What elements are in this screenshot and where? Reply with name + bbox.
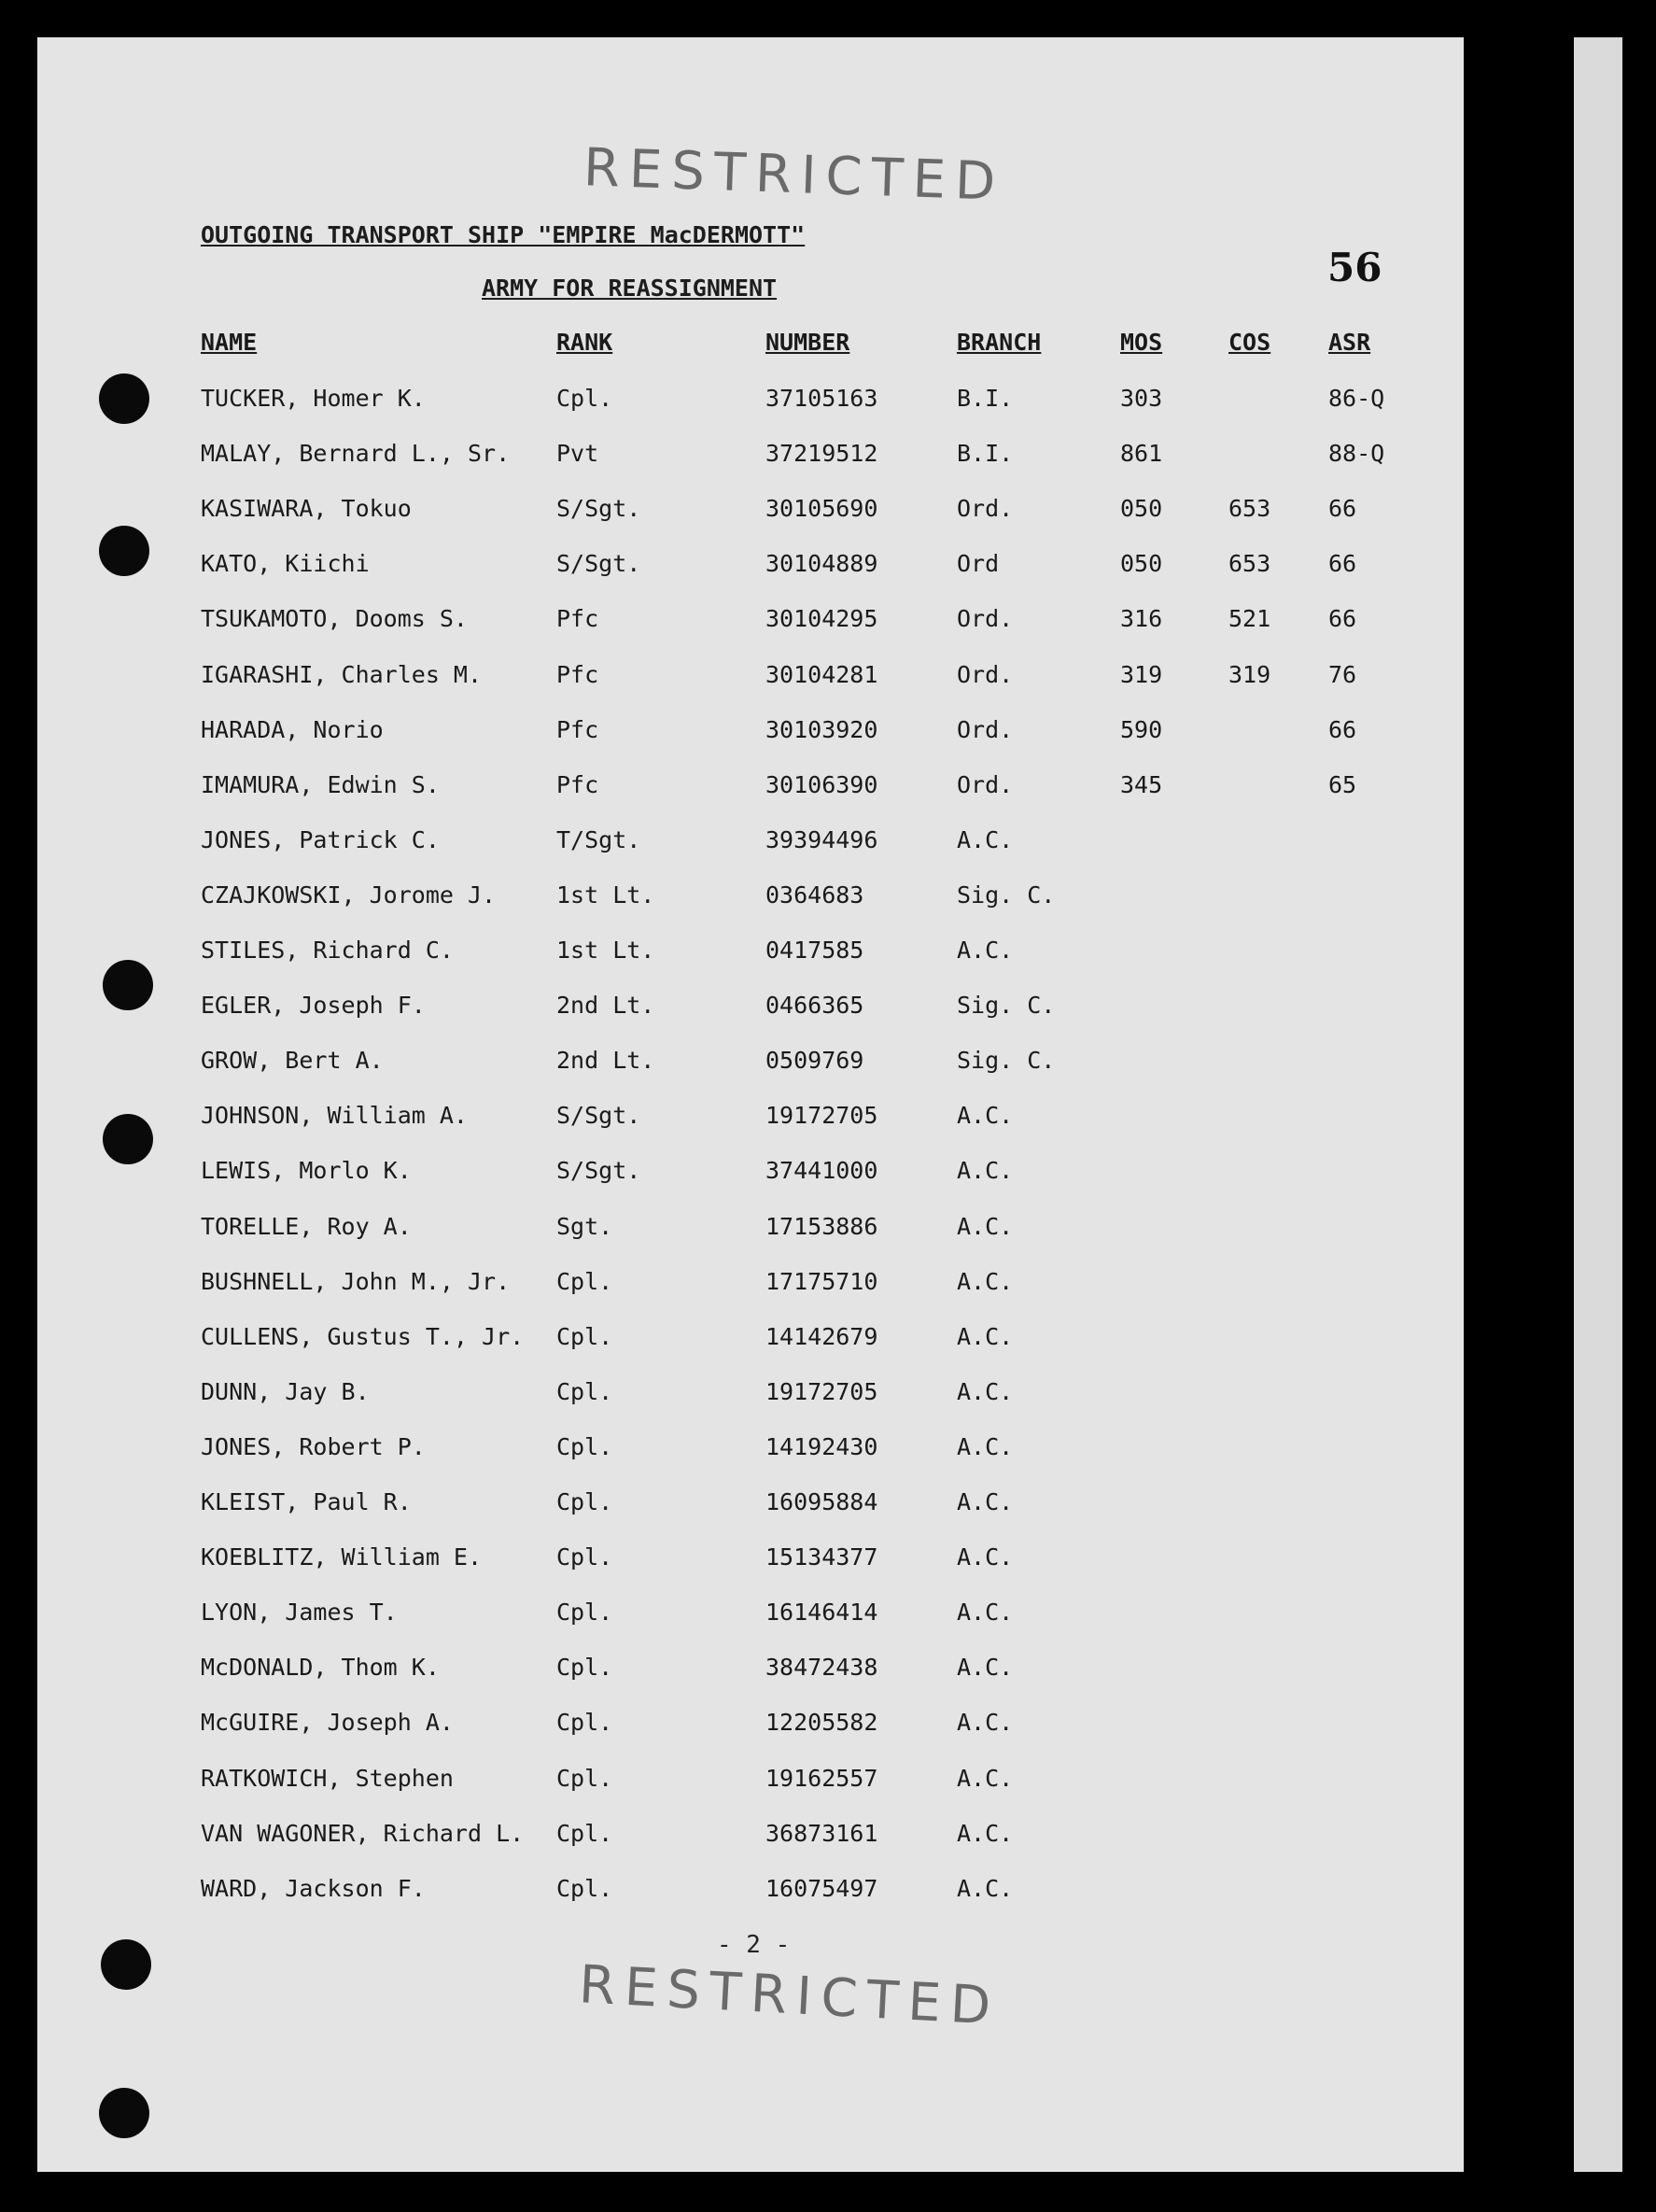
cell-name: TORELLE, Roy A. [201, 1213, 412, 1240]
cell-rank: S/Sgt. [556, 1157, 641, 1184]
column-header-cos: COS [1228, 329, 1271, 356]
restricted-stamp-bottom: RESTRICTED [577, 1954, 1002, 2037]
cell-name: McGUIRE, Joseph A. [201, 1709, 454, 1736]
cell-rank: Cpl. [556, 1654, 613, 1681]
table-row [37, 826, 1464, 864]
cell-number: 17153886 [765, 1213, 878, 1240]
table-row [37, 716, 1464, 754]
table-row [37, 1654, 1464, 1691]
cell-branch: Ord. [957, 716, 1014, 743]
table-row [37, 1709, 1464, 1746]
table-row [37, 1765, 1464, 1802]
cell-asr: 66 [1328, 605, 1357, 632]
cell-number: 37105163 [765, 385, 878, 412]
cell-name: KOEBLITZ, William E. [201, 1543, 483, 1571]
cell-mos: 303 [1120, 385, 1163, 412]
cell-rank: 2nd Lt. [556, 1047, 655, 1074]
cell-branch: Sig. C. [957, 881, 1056, 909]
cell-number: 14142679 [765, 1323, 878, 1350]
table-row [37, 1433, 1464, 1471]
cell-name: GROW, Bert A. [201, 1047, 384, 1074]
cell-mos: 345 [1120, 771, 1163, 798]
cell-rank: Cpl. [556, 1599, 613, 1626]
table-row [37, 1268, 1464, 1305]
cell-number: 17175710 [765, 1268, 878, 1295]
cell-number: 37219512 [765, 440, 878, 467]
cell-branch: A.C. [957, 1433, 1014, 1460]
cell-branch: Ord. [957, 495, 1014, 522]
document-page [37, 37, 1464, 2172]
adjacent-page-edge [1574, 37, 1622, 2172]
cell-mos: 050 [1120, 550, 1163, 577]
cell-rank: S/Sgt. [556, 1102, 641, 1129]
cell-name: DUNN, Jay B. [201, 1378, 370, 1405]
page-marker: - 2 - [717, 1931, 791, 1959]
cell-name: IGARASHI, Charles M. [201, 661, 483, 688]
document-title: OUTGOING TRANSPORT SHIP "EMPIRE MacDERMOTT" [201, 221, 806, 248]
cell-number: 30104295 [765, 605, 878, 632]
cell-name: EGLER, Joseph F. [201, 992, 426, 1019]
cell-rank: Cpl. [556, 1875, 613, 1902]
cell-branch: Ord. [957, 661, 1014, 688]
cell-name: McDONALD, Thom K. [201, 1654, 440, 1681]
table-row [37, 937, 1464, 974]
table-row [37, 1599, 1464, 1636]
table-row [37, 1820, 1464, 1857]
cell-name: VAN WAGONER, Richard L. [201, 1820, 525, 1847]
cell-rank: Cpl. [556, 1433, 613, 1460]
cell-name: BUSHNELL, John M., Jr. [201, 1268, 511, 1295]
table-row [37, 440, 1464, 477]
cell-number: 16146414 [765, 1599, 878, 1626]
table-row [37, 1488, 1464, 1526]
cell-name: CZAJKOWSKI, Jorome J. [201, 881, 497, 909]
cell-branch: Ord. [957, 605, 1014, 632]
table-row [37, 1378, 1464, 1416]
cell-asr: 66 [1328, 716, 1357, 743]
cell-rank: Pfc [556, 716, 599, 743]
table-row [37, 1157, 1464, 1194]
column-header-mos: MOS [1120, 329, 1163, 356]
cell-asr: 66 [1328, 550, 1357, 577]
cell-number: 39394496 [765, 826, 878, 853]
punch-hole [103, 1114, 153, 1164]
column-header-branch: BRANCH [957, 329, 1042, 356]
table-row [37, 605, 1464, 642]
cell-branch: A.C. [957, 1378, 1014, 1405]
column-header-rank: RANK [556, 329, 613, 356]
cell-branch: B.I. [957, 385, 1014, 412]
cell-asr: 76 [1328, 661, 1357, 688]
table-row [37, 1875, 1464, 1912]
cell-rank: Pvt [556, 440, 599, 467]
cell-rank: S/Sgt. [556, 550, 641, 577]
cell-rank: Pfc [556, 605, 599, 632]
cell-number: 30105690 [765, 495, 878, 522]
table-row [37, 1543, 1464, 1581]
cell-branch: A.C. [957, 1875, 1014, 1902]
cell-branch: A.C. [957, 1213, 1014, 1240]
table-row [37, 661, 1464, 698]
cell-branch: A.C. [957, 1102, 1014, 1129]
table-row [37, 771, 1464, 809]
cell-rank: Pfc [556, 661, 599, 688]
cell-cos: 521 [1228, 605, 1271, 632]
cell-name: IMAMURA, Edwin S. [201, 771, 440, 798]
cell-rank: T/Sgt. [556, 826, 641, 853]
punch-hole [99, 526, 149, 576]
cell-rank: 1st Lt. [556, 937, 655, 964]
cell-number: 0466365 [765, 992, 864, 1019]
cell-rank: 1st Lt. [556, 881, 655, 909]
cell-number: 36873161 [765, 1820, 878, 1847]
cell-branch: A.C. [957, 1268, 1014, 1295]
cell-number: 16075497 [765, 1875, 878, 1902]
document-subtitle: ARMY FOR REASSIGNMENT [482, 275, 778, 302]
table-row [37, 1102, 1464, 1139]
cell-number: 12205582 [765, 1709, 878, 1736]
cell-number: 14192430 [765, 1433, 878, 1460]
cell-rank: Cpl. [556, 385, 613, 412]
cell-name: HARADA, Norio [201, 716, 384, 743]
cell-rank: Cpl. [556, 1488, 613, 1515]
punch-hole [99, 2088, 149, 2138]
table-row [37, 1323, 1464, 1360]
punch-hole [101, 1939, 151, 1990]
cell-branch: A.C. [957, 1543, 1014, 1571]
cell-branch: Sig. C. [957, 992, 1056, 1019]
cell-number: 19172705 [765, 1378, 878, 1405]
cell-branch: A.C. [957, 1323, 1014, 1350]
column-header-asr: ASR [1328, 329, 1371, 356]
cell-branch: A.C. [957, 1709, 1014, 1736]
punch-hole [99, 373, 149, 424]
table-row [37, 1213, 1464, 1250]
cell-rank: Cpl. [556, 1820, 613, 1847]
cell-branch: A.C. [957, 1157, 1014, 1184]
cell-rank: Cpl. [556, 1543, 613, 1571]
cell-name: KASIWARA, Tokuo [201, 495, 412, 522]
cell-asr: 65 [1328, 771, 1357, 798]
table-row [37, 1047, 1464, 1084]
cell-rank: Cpl. [556, 1378, 613, 1405]
cell-number: 38472438 [765, 1654, 878, 1681]
cell-number: 0364683 [765, 881, 864, 909]
cell-asr: 88-Q [1328, 440, 1385, 467]
cell-cos: 653 [1228, 495, 1271, 522]
table-row [37, 881, 1464, 919]
cell-name: JOHNSON, William A. [201, 1102, 468, 1129]
cell-number: 30106390 [765, 771, 878, 798]
cell-number: 0509769 [765, 1047, 864, 1074]
cell-name: LEWIS, Morlo K. [201, 1157, 412, 1184]
cell-rank: Pfc [556, 771, 599, 798]
cell-mos: 861 [1120, 440, 1163, 467]
cell-cos: 653 [1228, 550, 1271, 577]
cell-branch: A.C. [957, 1765, 1014, 1792]
cell-number: 30103920 [765, 716, 878, 743]
punch-hole [103, 960, 153, 1010]
cell-name: TUCKER, Homer K. [201, 385, 426, 412]
cell-name: CULLENS, Gustus T., Jr. [201, 1323, 525, 1350]
cell-branch: A.C. [957, 1820, 1014, 1847]
cell-branch: A.C. [957, 1599, 1014, 1626]
page-number: 56 [1327, 245, 1382, 290]
cell-number: 15134377 [765, 1543, 878, 1571]
table-row [37, 495, 1464, 532]
cell-branch: A.C. [957, 1488, 1014, 1515]
cell-name: STILES, Richard C. [201, 937, 454, 964]
cell-name: KLEIST, Paul R. [201, 1488, 412, 1515]
cell-number: 37441000 [765, 1157, 878, 1184]
cell-name: LYON, James T. [201, 1599, 398, 1626]
cell-mos: 316 [1120, 605, 1163, 632]
column-header-name: NAME [201, 329, 258, 356]
cell-number: 30104281 [765, 661, 878, 688]
cell-name: KATO, Kiichi [201, 550, 370, 577]
cell-name: JONES, Robert P. [201, 1433, 426, 1460]
cell-rank: Sgt. [556, 1213, 613, 1240]
cell-branch: A.C. [957, 1654, 1014, 1681]
cell-rank: Cpl. [556, 1323, 613, 1350]
cell-rank: S/Sgt. [556, 495, 641, 522]
table-row [37, 992, 1464, 1029]
cell-mos: 319 [1120, 661, 1163, 688]
cell-number: 30104889 [765, 550, 878, 577]
cell-asr: 66 [1328, 495, 1357, 522]
cell-branch: Ord [957, 550, 1000, 577]
cell-branch: Ord. [957, 771, 1014, 798]
table-row [37, 550, 1464, 587]
cell-rank: Cpl. [556, 1765, 613, 1792]
cell-branch: A.C. [957, 826, 1014, 853]
cell-number: 16095884 [765, 1488, 878, 1515]
cell-rank: Cpl. [556, 1709, 613, 1736]
cell-name: WARD, Jackson F. [201, 1875, 426, 1902]
cell-mos: 050 [1120, 495, 1163, 522]
cell-mos: 590 [1120, 716, 1163, 743]
cell-name: RATKOWICH, Stephen [201, 1765, 454, 1792]
cell-asr: 86-Q [1328, 385, 1385, 412]
cell-number: 0417585 [765, 937, 864, 964]
cell-branch: Sig. C. [957, 1047, 1056, 1074]
cell-number: 19172705 [765, 1102, 878, 1129]
cell-name: MALAY, Bernard L., Sr. [201, 440, 511, 467]
table-row [37, 385, 1464, 422]
cell-name: JONES, Patrick C. [201, 826, 440, 853]
cell-branch: A.C. [957, 937, 1014, 964]
cell-rank: Cpl. [556, 1268, 613, 1295]
cell-cos: 319 [1228, 661, 1271, 688]
cell-name: TSUKAMOTO, Dooms S. [201, 605, 468, 632]
cell-branch: B.I. [957, 440, 1014, 467]
restricted-stamp-top: RESTRICTED [582, 137, 1006, 213]
column-header-number: NUMBER [765, 329, 850, 356]
cell-rank: 2nd Lt. [556, 992, 655, 1019]
cell-number: 19162557 [765, 1765, 878, 1792]
